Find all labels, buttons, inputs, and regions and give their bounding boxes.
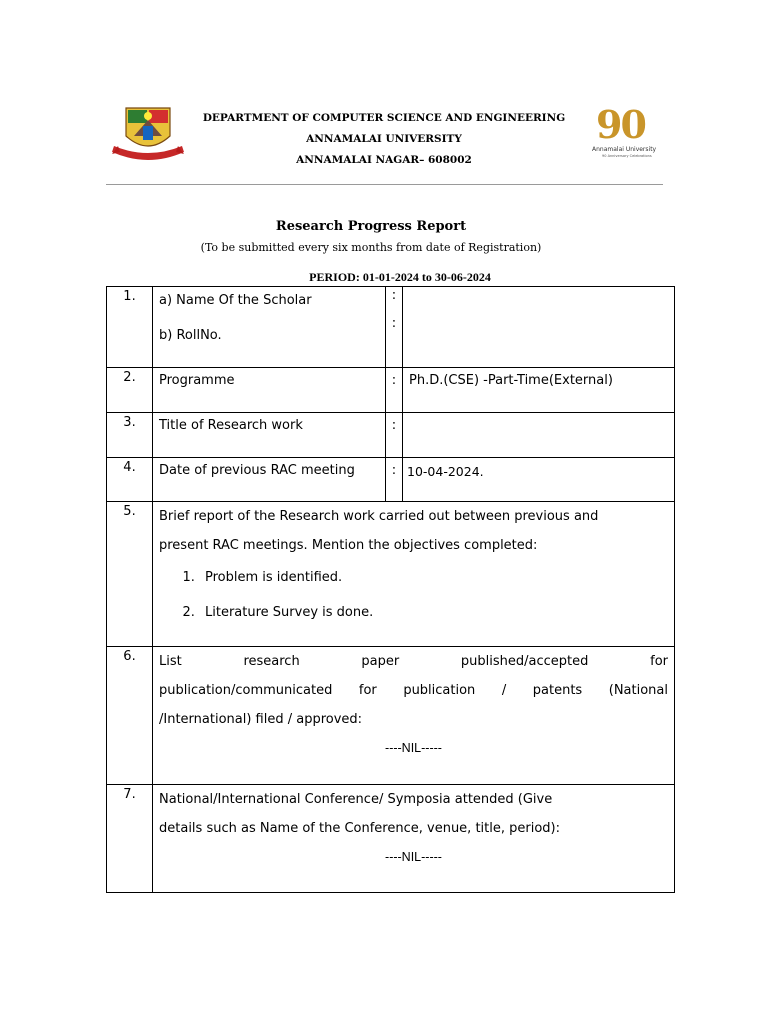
research-title-value [403,413,674,418]
table-row [107,287,675,368]
programme-value: Ph.D.(CSE) -Part-Time(External) [409,373,613,388]
header-divider [106,184,663,185]
rac-date-value: 10-04-2024. [407,464,484,479]
row-number: 1. [107,287,153,368]
scholar-name-label: a) Name Of the Scholar [159,293,312,308]
report-period: PERIOD: 01-01-2024 to 30-06-2024 [309,270,491,284]
conference-value: ----NIL----- [385,850,442,864]
row-number: 7. [107,785,153,893]
colon: : [391,288,397,303]
publications-text: publication/communicated for publication / patents (National [159,683,668,698]
programme-label: Programme [159,373,235,388]
publications-text: List research paper published/accepted for [159,654,668,669]
report-subtitle: (To be submitted every six months from date of Registration) [200,241,542,254]
colon: : [391,418,397,433]
list-item: 2. Literature Survey is done. [199,595,668,630]
anniversary-logo-text: Annamalai University [592,146,657,153]
university-address: ANNAMALAI NAGAR– 608002 [296,154,472,166]
colon: : [391,373,397,388]
colon: : [391,463,397,478]
roll-no-label: b) RollNo. [159,328,222,343]
table-row [107,647,675,785]
table-row [107,785,675,893]
row-number: 2. [107,368,153,413]
report-title: Research Progress Report [275,219,467,234]
row-number: 4. [107,458,153,502]
department-name: DEPARTMENT OF COMPUTER SCIENCE AND ENGINEERING [202,112,566,124]
research-title-label: Title of Research work [159,418,303,433]
table-row [107,458,675,502]
scholar-value-field [403,287,674,292]
list-item: 1. Problem is identified. [199,560,668,595]
row-number: 5. [107,502,153,647]
row-number: 3. [107,413,153,458]
conference-text: National/International Conference/ Symposia attended (Give [159,792,553,807]
progress-report-table [106,286,675,893]
objectives-list [159,560,668,630]
university-name: ANNAMALAI UNIVERSITY [306,133,462,145]
table-row [107,502,675,647]
table-row [107,413,675,458]
colon: : [391,316,397,331]
research-report-text: Brief report of the Research work carried out between previous and [159,509,599,524]
conference-text: details such as Name of the Conference, venue, title, period): [159,821,560,836]
anniversary-logo-number: 90 [596,102,645,147]
publications-text: /International) filed / approved: [159,712,363,727]
publications-value: ----NIL----- [385,741,442,755]
table-row [107,368,675,413]
rac-date-label: Date of previous RAC meeting [159,463,355,478]
research-report-text: present RAC meetings. Mention the objectives completed: [159,538,538,553]
row-number: 6. [107,647,153,785]
anniversary-logo-subtext: 90 Anniversary Celebrations [602,154,652,158]
